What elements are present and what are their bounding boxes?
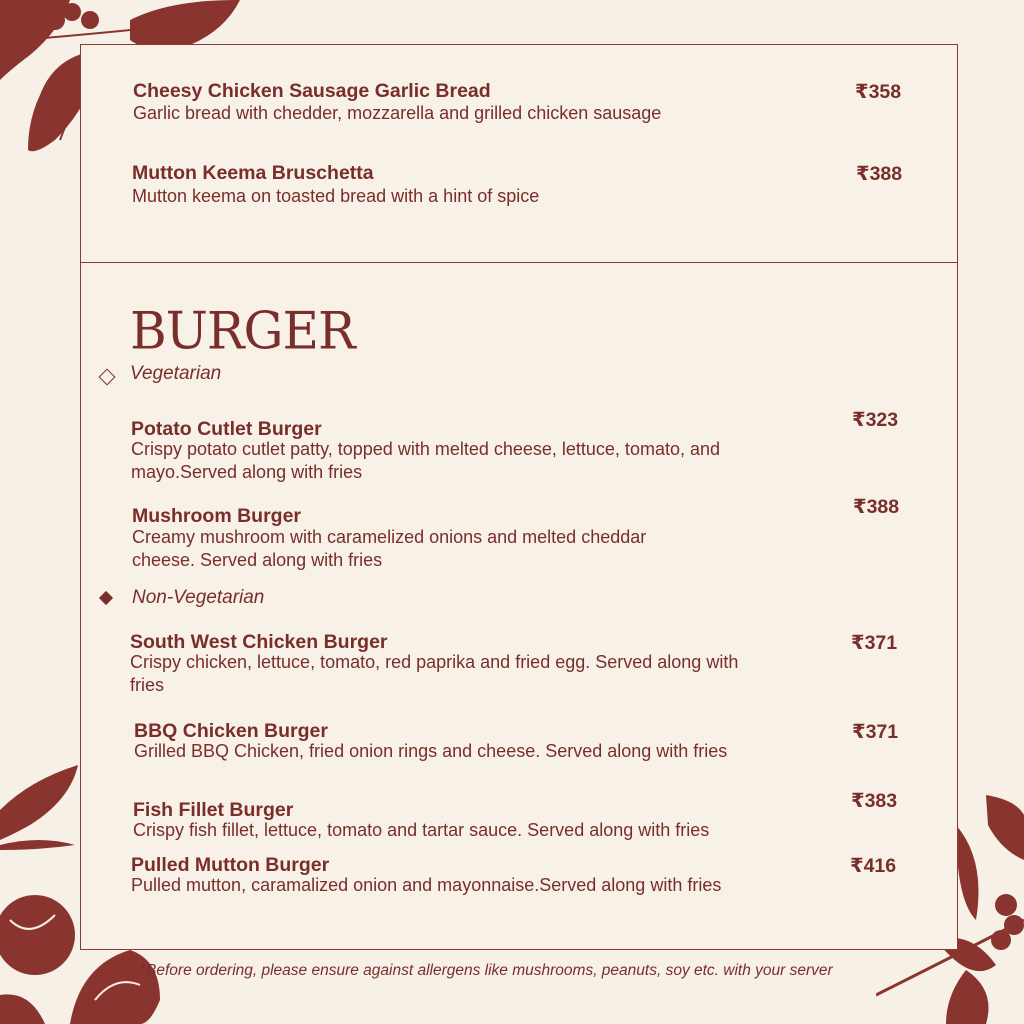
item-name: South West Chicken Burger [130,631,388,653]
item-description: Mutton keema on toasted bread with a hint of spice [132,186,540,206]
allergen-footnote: *Before ordering, please ensure against allergens like mushrooms, peanuts, soy etc. with your server [140,962,833,979]
category-non-vegetarian: Non-Vegetarian [132,587,265,608]
item-description: Creamy mushroom with caramelized onions and melted cheddar cheese. Served along with fries [132,527,647,570]
item-description: Crispy potato cutlet patty, topped with melted cheese, lettuce, tomato, and mayo.Served along with fries [131,439,720,482]
item-price: ₹371 [852,721,899,743]
category-vegetarian: Vegetarian [130,363,222,384]
item-name: Potato Cutlet Burger [131,418,322,440]
item-description: Pulled mutton, caramalized onion and mayonnaise.Served along with fries [131,875,722,895]
item-description: Crispy chicken, lettuce, tomato, red paprika and fried egg. Served along with fries [130,652,739,695]
item-price: ₹371 [851,632,898,654]
item-name: Cheesy Chicken Sausage Garlic Bread [133,80,491,102]
section-title: BURGER [130,301,355,361]
item-price: ₹383 [851,790,898,812]
item-price: ₹416 [850,855,897,877]
item-name: Fish Fillet Burger [133,799,294,821]
item-name: Mutton Keema Bruschetta [132,162,374,184]
item-description: Grilled BBQ Chicken, fried onion rings and cheese. Served along with fries [134,741,728,761]
leaf-illustration-left [0,760,80,850]
item-name: Pulled Mutton Burger [131,854,330,876]
item-price: ₹323 [852,409,899,431]
item-price: ₹388 [853,496,900,518]
item-price: ₹388 [856,163,903,185]
item-description: Garlic bread with chedder, mozzarella and grilled chicken sausage [133,103,662,123]
item-price: ₹358 [855,81,902,103]
item-name: Mushroom Burger [132,505,302,527]
item-name: BBQ Chicken Burger [134,720,328,742]
item-description: Crispy fish fillet, lettuce, tomato and tartar sauce. Served along with fries [133,820,710,840]
menu-panel-top [80,44,958,264]
